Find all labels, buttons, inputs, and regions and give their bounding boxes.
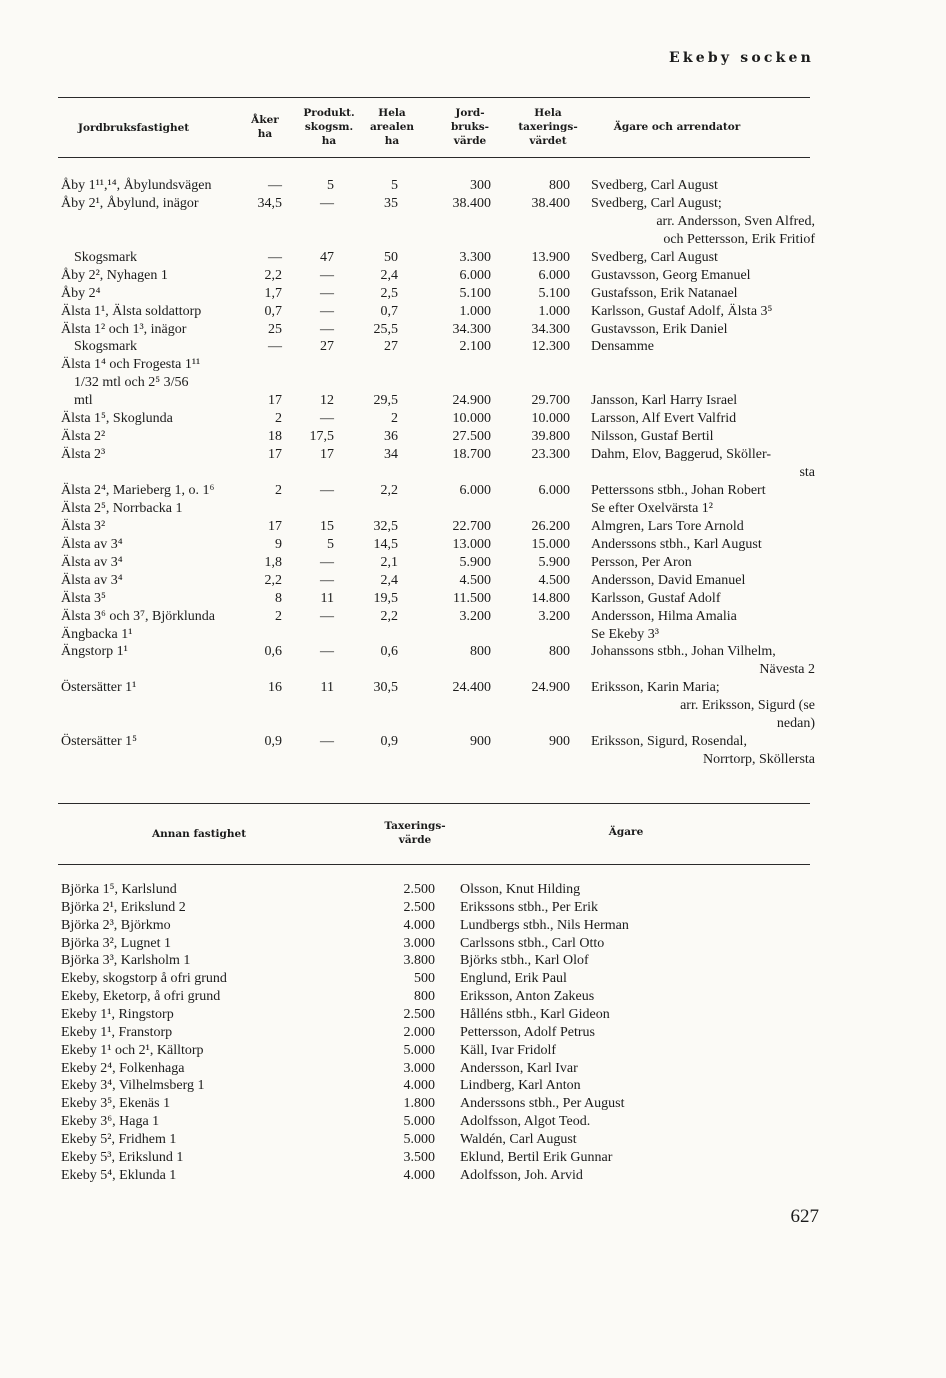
property-name: Ekeby 5², Fridhem 1 bbox=[61, 1131, 177, 1147]
aker-value: 0,9 bbox=[264, 734, 282, 750]
table-row bbox=[0, 446, 946, 464]
property-name: Björka 2¹, Erikslund 2 bbox=[61, 899, 186, 915]
col-skogsm-header: Produkt. skogsm. ha bbox=[303, 107, 355, 147]
owner-name: Svedberg, Carl August bbox=[591, 249, 718, 265]
table-row bbox=[0, 881, 946, 899]
owner-name: Norrtorp, Sköllersta bbox=[703, 752, 815, 768]
taxeringsvarde-value: 2.500 bbox=[403, 882, 435, 897]
skogsmark-value: — bbox=[320, 303, 334, 319]
taxeringsvarde-value: 15.000 bbox=[531, 536, 570, 552]
skogsmark-value: — bbox=[320, 321, 334, 337]
col-taxvardet-header: Hela taxerings- värdet bbox=[518, 107, 578, 147]
property-name: mtl bbox=[74, 393, 93, 409]
property-name: Ekeby 5⁴, Eklunda 1 bbox=[61, 1167, 177, 1183]
skogsmark-value: — bbox=[320, 734, 334, 750]
areal-value: 25,5 bbox=[373, 321, 398, 337]
skogsmark-value: — bbox=[320, 285, 334, 301]
owner-name: Andersson, Karl Ivar bbox=[460, 1060, 578, 1076]
owner-name: Anderssons stbh., Karl August bbox=[591, 536, 762, 552]
owner-name: Adolfsson, Joh. Arvid bbox=[460, 1167, 583, 1183]
table-row bbox=[0, 988, 946, 1006]
taxeringsvarde-value: 1.000 bbox=[538, 303, 570, 319]
bruksvarde-value: 3.200 bbox=[459, 608, 491, 624]
bruksvarde-value: 3.300 bbox=[459, 249, 491, 265]
skogsmark-value: — bbox=[320, 644, 334, 660]
skogsmark-value: — bbox=[320, 554, 334, 570]
areal-value: 50 bbox=[384, 249, 398, 265]
owner-name: Waldén, Carl August bbox=[460, 1131, 577, 1147]
areal-value: 2,4 bbox=[380, 572, 398, 588]
aker-value: 25 bbox=[268, 321, 282, 337]
aker-value: 0,6 bbox=[264, 644, 282, 660]
owner-name: Nilsson, Gustaf Bertil bbox=[591, 429, 714, 445]
table-row bbox=[0, 356, 946, 374]
col-taxeringsvarde-header: Taxerings- värde bbox=[384, 820, 446, 846]
aker-value: 2,2 bbox=[264, 572, 282, 588]
taxeringsvarde-value: 2.000 bbox=[403, 1024, 435, 1040]
property-name: Björka 3², Lugnet 1 bbox=[61, 935, 171, 951]
property-name: Älsta 1⁴ och Frogesta 1¹¹ bbox=[61, 357, 201, 373]
table-row bbox=[0, 500, 946, 518]
bruksvarde-value: 34.300 bbox=[452, 321, 491, 337]
property-name: Älsta av 3⁴ bbox=[61, 572, 123, 588]
owner-name: Densamme bbox=[591, 339, 654, 355]
owner-name: Johanssons stbh., Johan Vilhelm, bbox=[591, 644, 776, 660]
aker-value: — bbox=[268, 178, 282, 193]
table-row bbox=[0, 1024, 946, 1042]
col-bruksvarde-header: Jord- bruks- värde bbox=[450, 107, 490, 147]
property-name: Ekeby 1¹ och 2¹, Källtorp bbox=[61, 1042, 204, 1058]
property-name: Älsta 3⁵ bbox=[61, 590, 106, 606]
owner-name: Eriksson, Sigurd, Rosendal, bbox=[591, 734, 747, 750]
owner-name: Karlsson, Gustaf Adolf bbox=[591, 590, 721, 606]
areal-value: 0,7 bbox=[380, 303, 398, 319]
aker-value: 8 bbox=[275, 590, 282, 606]
col-arealen-header: Hela arealen ha bbox=[369, 107, 415, 147]
table-row bbox=[0, 285, 946, 303]
table1-top-rule bbox=[58, 97, 810, 98]
skogsmark-value: — bbox=[320, 411, 334, 427]
owner-name: Petterssons stbh., Johan Robert bbox=[591, 482, 766, 498]
taxeringsvarde-value: 14.800 bbox=[531, 590, 570, 606]
taxeringsvarde-value: 34.300 bbox=[531, 321, 570, 337]
skogsmark-value: — bbox=[320, 608, 334, 624]
running-header: Ekeby socken bbox=[668, 50, 814, 66]
taxeringsvarde-value: 500 bbox=[414, 971, 435, 987]
table-row bbox=[0, 935, 946, 953]
skogsmark-value: 5 bbox=[327, 178, 334, 193]
bruksvarde-value: 1.000 bbox=[459, 303, 491, 319]
table2-header-rule bbox=[58, 864, 810, 865]
property-name: Älsta 1² och 1³, inägor bbox=[61, 321, 187, 337]
areal-value: 5 bbox=[391, 178, 398, 193]
property-name: Älsta 2³ bbox=[61, 447, 106, 463]
aker-value: 2 bbox=[275, 411, 282, 427]
taxeringsvarde-value: 6.000 bbox=[538, 482, 570, 498]
property-name: Åby 2², Nyhagen 1 bbox=[61, 267, 168, 283]
bruksvarde-value: 18.700 bbox=[452, 447, 491, 463]
taxeringsvarde-value: 3.200 bbox=[538, 608, 570, 624]
table-row bbox=[0, 554, 946, 572]
aker-value: 34,5 bbox=[257, 195, 282, 211]
table-row bbox=[0, 1113, 946, 1131]
property-name: Älsta 1¹, Älsta soldattorp bbox=[61, 303, 202, 319]
table-row bbox=[0, 267, 946, 285]
owner-name: Anderssons stbh., Per August bbox=[460, 1096, 625, 1112]
property-name: Ekeby 3⁵, Ekenäs 1 bbox=[61, 1096, 171, 1112]
property-name: Ekeby, Eketorp, å ofri grund bbox=[61, 989, 221, 1005]
bruksvarde-value: 27.500 bbox=[452, 429, 491, 445]
taxeringsvarde-value: 10.000 bbox=[531, 411, 570, 427]
owner-name: Lundbergs stbh., Nils Herman bbox=[460, 917, 629, 933]
table-row bbox=[0, 536, 946, 554]
taxeringsvarde-value: 5.000 bbox=[403, 1131, 435, 1147]
taxeringsvarde-value: 4.000 bbox=[403, 917, 435, 933]
table-row bbox=[0, 374, 946, 392]
table-continuation-line bbox=[0, 464, 946, 482]
owner-name: Käll, Ivar Fridolf bbox=[460, 1042, 557, 1058]
property-name: Åby 2⁴ bbox=[61, 285, 101, 301]
taxeringsvarde-value: 900 bbox=[549, 734, 570, 750]
property-name: Ekeby, skogstorp å ofri grund bbox=[61, 971, 227, 987]
bruksvarde-value: 800 bbox=[470, 644, 491, 660]
taxeringsvarde-value: 13.900 bbox=[531, 249, 570, 265]
taxeringsvarde-value: 3.000 bbox=[403, 1060, 435, 1076]
table-row bbox=[0, 899, 946, 917]
owner-name: arr. Eriksson, Sigurd (se bbox=[680, 698, 815, 714]
owner-name: Se efter Oxelvärsta 1² bbox=[591, 500, 713, 516]
skogsmark-value: 27 bbox=[320, 339, 334, 355]
property-name: Åby 1¹¹,¹⁴, Åbylundsvägen bbox=[61, 178, 212, 193]
table-row bbox=[0, 590, 946, 608]
owner-name: Carlssons stbh., Carl Otto bbox=[460, 935, 605, 951]
aker-value: 9 bbox=[275, 536, 282, 552]
property-name: Ekeby 1¹, Franstorp bbox=[61, 1024, 173, 1040]
table-row bbox=[0, 321, 946, 339]
bruksvarde-value: 11.500 bbox=[453, 590, 491, 606]
property-name: Åby 2¹, Åbylund, inägor bbox=[61, 195, 199, 211]
owner-name: Englund, Erik Paul bbox=[460, 971, 567, 987]
aker-value: 1,8 bbox=[264, 554, 282, 570]
skogsmark-value: 47 bbox=[320, 249, 334, 265]
areal-value: 29,5 bbox=[373, 393, 398, 409]
skogsmark-value: 5 bbox=[327, 536, 334, 552]
owner-name: Karlsson, Gustaf Adolf, Älsta 3⁵ bbox=[591, 303, 773, 319]
aker-value: 17 bbox=[268, 518, 282, 534]
table-row bbox=[0, 1077, 946, 1095]
table-row bbox=[0, 626, 946, 644]
owner-name: Gustavsson, Georg Emanuel bbox=[591, 267, 751, 283]
taxeringsvarde-value: 4.000 bbox=[403, 1167, 435, 1183]
property-name: Ekeby 2⁴, Folkenhaga bbox=[61, 1060, 185, 1076]
skogsmark-value: — bbox=[320, 482, 334, 498]
owner-name: nedan) bbox=[776, 716, 815, 732]
skogsmark-value: — bbox=[320, 195, 334, 211]
table-row bbox=[0, 1095, 946, 1113]
areal-value: 2,4 bbox=[380, 267, 398, 283]
taxeringsvarde-value: 800 bbox=[549, 644, 570, 660]
table-row bbox=[0, 952, 946, 970]
table-row bbox=[0, 1149, 946, 1167]
taxeringsvarde-value: 2.500 bbox=[403, 899, 435, 915]
table-row bbox=[0, 679, 946, 697]
taxeringsvarde-value: 800 bbox=[549, 178, 570, 193]
property-name: Älsta 2⁵, Norrbacka 1 bbox=[61, 500, 183, 516]
areal-value: 0,9 bbox=[380, 734, 398, 750]
table-row bbox=[0, 482, 946, 500]
table-row bbox=[0, 970, 946, 988]
property-name: Björka 2³, Björkmo bbox=[61, 917, 171, 933]
table-row bbox=[0, 195, 946, 213]
table-continuation-line bbox=[0, 213, 946, 231]
skogsmark-value: — bbox=[320, 267, 334, 283]
property-name: Ekeby 5³, Erikslund 1 bbox=[61, 1149, 184, 1165]
bruksvarde-value: 10.000 bbox=[452, 411, 491, 427]
owner-name: Olsson, Knut Hilding bbox=[460, 882, 581, 897]
areal-value: 2,5 bbox=[380, 285, 398, 301]
taxeringsvarde-value: 5.000 bbox=[403, 1114, 435, 1130]
taxeringsvarde-value: 38.400 bbox=[531, 195, 570, 211]
skogsmark-value: 11 bbox=[320, 590, 334, 606]
property-name: Östersätter 1⁵ bbox=[61, 734, 138, 750]
owner-name: Eklund, Bertil Erik Gunnar bbox=[460, 1149, 613, 1165]
property-name: Östersätter 1¹ bbox=[61, 680, 137, 696]
owner-name: Andersson, Hilma Amalia bbox=[591, 608, 737, 624]
skogsmark-value: 17,5 bbox=[309, 429, 334, 445]
table-row bbox=[0, 1006, 946, 1024]
table-row bbox=[0, 177, 946, 195]
owner-name: Se Ekeby 3³ bbox=[591, 626, 659, 642]
taxeringsvarde-value: 12.300 bbox=[531, 339, 570, 355]
table-row bbox=[0, 572, 946, 590]
areal-value: 2,1 bbox=[380, 554, 398, 570]
bruksvarde-value: 6.000 bbox=[459, 482, 491, 498]
table1-header-rule bbox=[58, 157, 810, 158]
property-name: Älsta av 3⁴ bbox=[61, 554, 123, 570]
areal-value: 14,5 bbox=[373, 536, 398, 552]
areal-value: 32,5 bbox=[373, 518, 398, 534]
skogsmark-value: 17 bbox=[320, 447, 334, 463]
owner-name: Svedberg, Carl August; bbox=[591, 195, 722, 211]
bruksvarde-value: 24.400 bbox=[452, 680, 491, 696]
taxeringsvarde-value: 29.700 bbox=[531, 393, 570, 409]
owner-name: Gustafsson, Erik Natanael bbox=[591, 285, 738, 301]
taxeringsvarde-value: 23.300 bbox=[531, 447, 570, 463]
table-continuation-line bbox=[0, 661, 946, 679]
property-name: Ekeby 1¹, Ringstorp bbox=[61, 1006, 174, 1022]
taxeringsvarde-value: 800 bbox=[414, 989, 435, 1005]
areal-value: 0,6 bbox=[380, 644, 398, 660]
owner-name: Erikssons stbh., Per Erik bbox=[460, 899, 599, 915]
owner-name: Andersson, David Emanuel bbox=[591, 572, 746, 588]
taxeringsvarde-value: 5.000 bbox=[403, 1042, 435, 1058]
aker-value: — bbox=[268, 249, 282, 265]
property-name: Älsta 1⁵, Skoglunda bbox=[61, 411, 173, 427]
col-annan-fastighet-header: Annan fastighet bbox=[151, 828, 247, 840]
owner-name: Svedberg, Carl August bbox=[591, 178, 718, 193]
bruksvarde-value: 5.900 bbox=[459, 554, 491, 570]
col-agare2-header: Ägare bbox=[608, 826, 644, 838]
taxeringsvarde-value: 4.500 bbox=[538, 572, 570, 588]
table-row bbox=[0, 428, 946, 446]
taxeringsvarde-value: 39.800 bbox=[531, 429, 570, 445]
taxeringsvarde-value: 5.100 bbox=[538, 285, 570, 301]
aker-value: 2 bbox=[275, 608, 282, 624]
owner-name: Adolfsson, Algot Teod. bbox=[460, 1114, 591, 1130]
areal-value: 34 bbox=[384, 447, 398, 463]
owner-name: Persson, Per Aron bbox=[591, 554, 692, 570]
taxeringsvarde-value: 24.900 bbox=[531, 680, 570, 696]
aker-value: 16 bbox=[268, 680, 282, 696]
owner-name: Björks stbh., Karl Olof bbox=[460, 953, 589, 969]
bruksvarde-value: 300 bbox=[470, 178, 491, 193]
table-continuation-line bbox=[0, 231, 946, 249]
property-name: Älsta 2² bbox=[61, 429, 106, 445]
table2-top-rule bbox=[58, 803, 810, 804]
areal-value: 2,2 bbox=[380, 482, 398, 498]
table-row bbox=[0, 1131, 946, 1149]
table-row bbox=[0, 1060, 946, 1078]
owner-name: Almgren, Lars Tore Arnold bbox=[591, 518, 744, 534]
owner-name: Larsson, Alf Evert Valfrid bbox=[591, 411, 737, 427]
property-name: Ängbacka 1¹ bbox=[61, 626, 133, 642]
owner-name: Nävesta 2 bbox=[759, 662, 815, 678]
col-agare-header: Ägare och arrendator bbox=[613, 121, 741, 133]
aker-value: 0,7 bbox=[264, 303, 282, 319]
taxeringsvarde-value: 6.000 bbox=[538, 267, 570, 283]
owner-name: arr. Andersson, Sven Alfred, bbox=[656, 213, 815, 229]
property-name: Ekeby 3⁴, Vilhelmsberg 1 bbox=[61, 1078, 205, 1094]
property-name: Ängstorp 1¹ bbox=[61, 644, 128, 660]
table-row bbox=[0, 518, 946, 536]
aker-value: 17 bbox=[268, 393, 282, 409]
owner-name: Lindberg, Karl Anton bbox=[460, 1078, 581, 1094]
aker-value: 18 bbox=[268, 429, 282, 445]
areal-value: 27 bbox=[384, 339, 398, 355]
areal-value: 36 bbox=[384, 429, 398, 445]
property-name: Skogsmark bbox=[74, 339, 137, 355]
skogsmark-value: 11 bbox=[320, 680, 334, 696]
taxeringsvarde-value: 2.500 bbox=[403, 1006, 435, 1022]
taxeringsvarde-value: 26.200 bbox=[531, 518, 570, 534]
table-row bbox=[0, 392, 946, 410]
aker-value: 2 bbox=[275, 482, 282, 498]
skogsmark-value: 15 bbox=[320, 518, 334, 534]
areal-value: 35 bbox=[384, 195, 398, 211]
aker-value: — bbox=[268, 339, 282, 355]
property-name: Björka 1⁵, Karlslund bbox=[61, 882, 177, 897]
property-name: Skogsmark bbox=[74, 249, 137, 265]
table-row bbox=[0, 1042, 946, 1060]
areal-value: 30,5 bbox=[373, 680, 398, 696]
owner-name: Eriksson, Anton Zakeus bbox=[460, 989, 595, 1005]
areal-value: 19,5 bbox=[373, 590, 398, 606]
table-row bbox=[0, 303, 946, 321]
table-row bbox=[0, 608, 946, 626]
table-row bbox=[0, 733, 946, 751]
table-continuation-line bbox=[0, 715, 946, 733]
table-row bbox=[0, 917, 946, 935]
bruksvarde-value: 24.900 bbox=[452, 393, 491, 409]
owner-name: och Pettersson, Erik Fritiof bbox=[663, 231, 815, 247]
owner-name: Hålléns stbh., Karl Gideon bbox=[460, 1006, 610, 1022]
bruksvarde-value: 2.100 bbox=[459, 339, 491, 355]
aker-value: 1,7 bbox=[264, 285, 282, 301]
taxeringsvarde-value: 3.500 bbox=[403, 1149, 435, 1165]
table-continuation-line bbox=[0, 751, 946, 769]
taxeringsvarde-value: 3.800 bbox=[403, 953, 435, 969]
table-row bbox=[0, 1167, 946, 1185]
bruksvarde-value: 13.000 bbox=[452, 536, 491, 552]
aker-value: 17 bbox=[268, 447, 282, 463]
table-row bbox=[0, 643, 946, 661]
table-row bbox=[0, 249, 946, 267]
owner-name: Jansson, Karl Harry Israel bbox=[591, 393, 738, 409]
areal-value: 2 bbox=[391, 411, 398, 427]
table-row bbox=[0, 338, 946, 356]
property-name: Björka 3³, Karlsholm 1 bbox=[61, 953, 191, 969]
col-fastighet-header: Jordbruksfastighet bbox=[78, 122, 190, 134]
table-row bbox=[0, 410, 946, 428]
property-name: Älsta av 3⁴ bbox=[61, 536, 123, 552]
col-aker-header: Åker ha bbox=[251, 114, 279, 140]
property-name: Älsta 2⁴, Marieberg 1, o. 1⁶ bbox=[61, 482, 215, 498]
taxeringsvarde-value: 1.800 bbox=[403, 1096, 435, 1112]
taxeringsvarde-value: 3.000 bbox=[403, 935, 435, 951]
taxeringsvarde-value: 5.900 bbox=[538, 554, 570, 570]
taxeringsvarde-value: 4.000 bbox=[403, 1078, 435, 1094]
skogsmark-value: 12 bbox=[320, 393, 334, 409]
property-name: 1/32 mtl och 2⁵ 3/56 bbox=[74, 375, 189, 391]
bruksvarde-value: 38.400 bbox=[452, 195, 491, 211]
table-continuation-line bbox=[0, 697, 946, 715]
page-number: 627 bbox=[790, 1206, 819, 1227]
property-name: Älsta 3² bbox=[61, 518, 106, 534]
bruksvarde-value: 900 bbox=[470, 734, 491, 750]
owner-name: Dahm, Elov, Baggerud, Sköller- bbox=[591, 447, 771, 463]
property-name: Älsta 3⁶ och 3⁷, Björklunda bbox=[61, 608, 216, 624]
owner-name: Gustavsson, Erik Daniel bbox=[591, 321, 728, 337]
owner-name: Eriksson, Karin Maria; bbox=[591, 680, 720, 696]
bruksvarde-value: 5.100 bbox=[459, 285, 491, 301]
bruksvarde-value: 22.700 bbox=[452, 518, 491, 534]
owner-name: Pettersson, Adolf Petrus bbox=[460, 1024, 595, 1040]
property-name: Ekeby 3⁶, Haga 1 bbox=[61, 1114, 160, 1130]
areal-value: 2,2 bbox=[380, 608, 398, 624]
bruksvarde-value: 6.000 bbox=[459, 267, 491, 283]
aker-value: 2,2 bbox=[264, 267, 282, 283]
owner-name: sta bbox=[799, 465, 815, 481]
bruksvarde-value: 4.500 bbox=[459, 572, 491, 588]
skogsmark-value: — bbox=[320, 572, 334, 588]
